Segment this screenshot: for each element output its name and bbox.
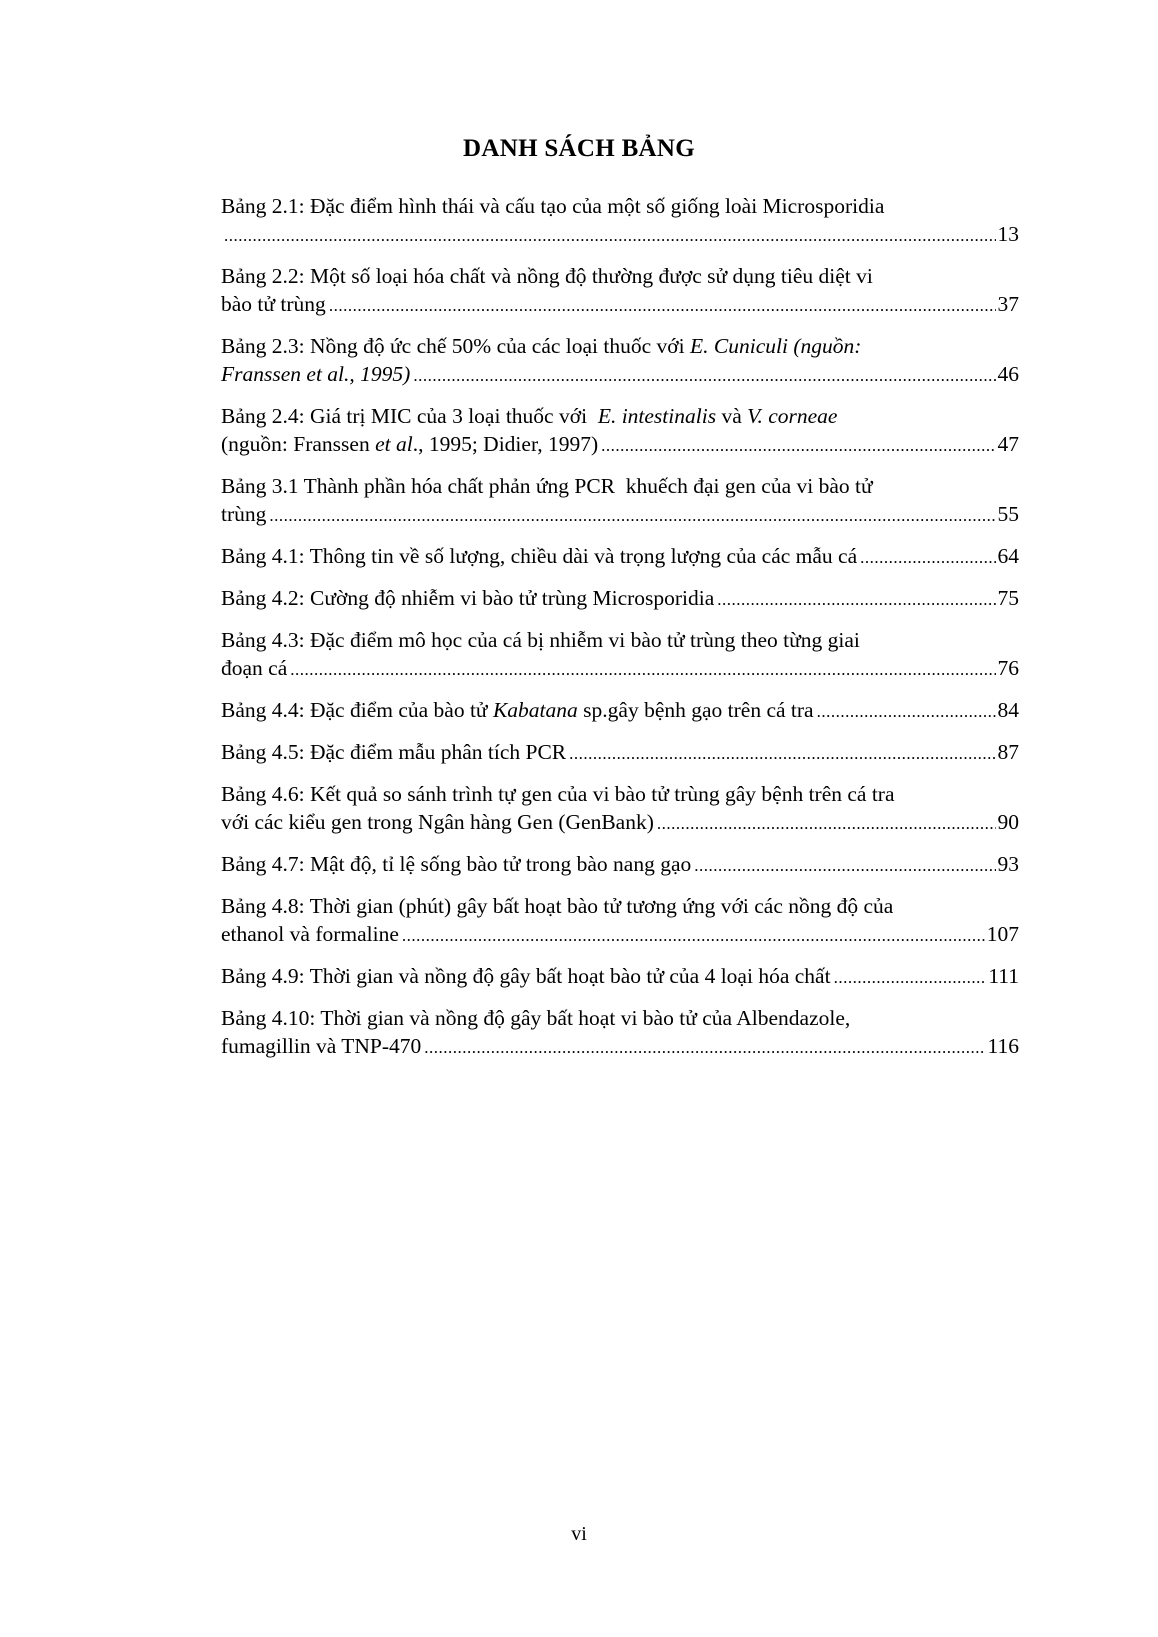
toc-entry-line bbox=[221, 808, 1019, 838]
caption-text: sp.gây bệnh gạo trên cá tra bbox=[577, 698, 814, 722]
toc-entry-line bbox=[221, 500, 1019, 530]
toc-entry-caption: Bảng 3.1 Thành phần hóa chất phản ứng PCR khuếch đại gen của vi bào tử bbox=[221, 474, 873, 498]
toc-entry-page: 13 bbox=[997, 222, 1019, 246]
toc-entry-line bbox=[221, 192, 1019, 220]
dot-leader bbox=[834, 964, 987, 992]
toc-entry-caption-cont: trùng bbox=[221, 502, 267, 526]
toc-entry-line bbox=[221, 584, 1019, 614]
toc-entry-page: 46 bbox=[997, 362, 1019, 386]
toc-entry-line bbox=[221, 472, 1019, 500]
toc-entry-line bbox=[221, 402, 1019, 430]
toc-entry-page: 84 bbox=[997, 698, 1019, 722]
toc-entry-caption-cont bbox=[221, 430, 598, 458]
caption-italic: E. Cuniculi (nguồn: bbox=[690, 334, 862, 358]
page-number: vi bbox=[571, 1523, 587, 1545]
toc-entry-page: 116 bbox=[987, 1034, 1019, 1058]
caption-text: Bảng 2.4: Giá trị MIC của 3 loại thuốc với bbox=[221, 404, 598, 428]
toc-entry-line bbox=[221, 738, 1019, 768]
toc-entry-caption bbox=[221, 402, 837, 430]
dot-leader bbox=[569, 740, 995, 768]
toc-entry-3-1[interactable] bbox=[221, 472, 1019, 530]
toc-entry-caption: Bảng 4.3: Đặc điểm mô học của cá bị nhiễm vi bào tử trùng theo từng giai bbox=[221, 628, 860, 652]
toc-entry-4-3[interactable] bbox=[221, 626, 1019, 684]
toc-entry-page: 37 bbox=[997, 292, 1019, 316]
dot-leader bbox=[413, 362, 995, 390]
caption-text: ., 1995; Didier, 1997) bbox=[412, 432, 599, 456]
toc-entry-caption-cont: đoạn cá bbox=[221, 656, 288, 680]
toc-entry-2-3[interactable] bbox=[221, 332, 1019, 390]
toc-entry-4-2[interactable] bbox=[221, 584, 1019, 614]
toc-entry-line bbox=[221, 1004, 1019, 1032]
toc-entry-2-1[interactable] bbox=[221, 192, 1019, 250]
toc-entry-line bbox=[221, 920, 1019, 950]
toc-entry-line bbox=[221, 696, 1019, 726]
toc-entry-page: 87 bbox=[997, 740, 1019, 764]
toc-entry-line bbox=[221, 850, 1019, 880]
caption-text: Bảng 2.3: Nồng độ ức chế 50% của các loại thuốc với bbox=[221, 334, 691, 358]
toc-entry-caption: Bảng 2.1: Đặc điểm hình thái và cấu tạo của một số giống loài Microsporidia bbox=[221, 194, 885, 218]
toc-entry-4-10[interactable] bbox=[221, 1004, 1019, 1062]
dot-leader bbox=[694, 852, 995, 880]
toc-entry-line bbox=[221, 220, 1019, 250]
toc-entry-page: 55 bbox=[997, 502, 1019, 526]
caption-italic: E. intestinalis bbox=[597, 404, 717, 428]
caption-text: Bảng 4.4: Đặc điểm của bào tử bbox=[221, 698, 493, 722]
dot-leader bbox=[329, 292, 996, 320]
toc-entry-page: 107 bbox=[986, 922, 1019, 946]
toc-entry-4-4[interactable] bbox=[221, 696, 1019, 726]
toc-entry-page: 47 bbox=[997, 432, 1019, 456]
dot-leader bbox=[269, 502, 995, 530]
dot-leader bbox=[860, 544, 995, 572]
caption-italic: Kabatana bbox=[492, 698, 578, 722]
toc-entry-line bbox=[221, 360, 1019, 390]
toc-entry-caption: Bảng 4.2: Cường độ nhiễm vi bào tử trùng Microsporidia bbox=[221, 586, 715, 610]
toc-entry-caption: Bảng 4.6: Kết quả so sánh trình tự gen của vi bào tử trùng gây bệnh trên cá tra bbox=[221, 782, 895, 806]
toc-entry-caption: Bảng 4.7: Mật độ, tỉ lệ sống bào tử trong bào nang gạo bbox=[221, 852, 692, 876]
toc-entry-4-7[interactable] bbox=[221, 850, 1019, 880]
toc-entry-page: 90 bbox=[997, 810, 1019, 834]
dot-leader bbox=[657, 810, 996, 838]
toc-entry-4-1[interactable] bbox=[221, 542, 1019, 572]
toc-entry-caption-cont: Franssen et al., 1995) bbox=[221, 362, 411, 386]
toc-entry-caption: Bảng 4.8: Thời gian (phút) gây bất hoạt bào tử tương ứng với các nồng độ của bbox=[221, 894, 894, 918]
dot-leader bbox=[424, 1034, 985, 1062]
toc-entry-4-9[interactable] bbox=[221, 962, 1019, 992]
toc-entry-caption-cont: ethanol và formaline bbox=[221, 922, 399, 946]
toc-entry-caption: Bảng 4.1: Thông tin về số lượng, chiều dài và trọng lượng của các mẫu cá bbox=[221, 544, 858, 568]
dot-leader bbox=[290, 656, 995, 684]
caption-text: và bbox=[716, 404, 748, 428]
toc-entry-caption-cont: bào tử trùng bbox=[221, 292, 326, 316]
dot-leader bbox=[224, 222, 996, 250]
toc-entry-page: 64 bbox=[997, 544, 1019, 568]
toc-entry-caption: Bảng 2.2: Một số loại hóa chất và nồng độ thường được sử dụng tiêu diệt vi bbox=[221, 264, 873, 288]
toc-entry-line bbox=[221, 1032, 1019, 1062]
toc-entry-line bbox=[221, 290, 1019, 320]
dot-leader bbox=[817, 698, 996, 726]
toc-entry-caption bbox=[221, 696, 814, 724]
toc-entry-caption: Bảng 4.9: Thời gian và nồng độ gây bất hoạt bào tử của 4 loại hóa chất bbox=[221, 964, 831, 988]
toc-entry-line bbox=[221, 780, 1019, 808]
toc-entry-4-8[interactable] bbox=[221, 892, 1019, 950]
table-list bbox=[221, 192, 1019, 1074]
toc-entry-page: 93 bbox=[997, 852, 1019, 876]
toc-entry-2-4[interactable] bbox=[221, 402, 1019, 460]
toc-entry-line bbox=[221, 332, 1019, 360]
toc-entry-page: 76 bbox=[997, 656, 1019, 680]
toc-entry-page: 75 bbox=[997, 586, 1019, 610]
toc-entry-2-2[interactable] bbox=[221, 262, 1019, 320]
toc-entry-line bbox=[221, 962, 1019, 992]
toc-entry-line bbox=[221, 430, 1019, 460]
toc-entry-4-6[interactable] bbox=[221, 780, 1019, 838]
toc-entry-line bbox=[221, 262, 1019, 290]
toc-entry-caption: Bảng 4.10: Thời gian và nồng độ gây bất hoạt vi bào tử của Albendazole, bbox=[221, 1006, 851, 1030]
toc-entry-page: 111 bbox=[988, 964, 1019, 988]
toc-entry-line bbox=[221, 892, 1019, 920]
toc-entry-4-5[interactable] bbox=[221, 738, 1019, 768]
toc-entry-caption-cont: với các kiểu gen trong Ngân hàng Gen (GenBank) bbox=[221, 810, 654, 834]
toc-entry-line bbox=[221, 626, 1019, 654]
toc-entry-line bbox=[221, 654, 1019, 684]
dot-leader bbox=[717, 586, 995, 614]
toc-entry-caption: Bảng 4.5: Đặc điểm mẫu phân tích PCR bbox=[221, 740, 567, 764]
caption-italic: V. corneae bbox=[747, 404, 838, 428]
caption-italic: et al bbox=[375, 432, 413, 456]
toc-entry-caption-cont: fumagillin và TNP-470 bbox=[221, 1034, 422, 1058]
dot-leader bbox=[601, 432, 995, 460]
toc-entry-caption bbox=[221, 332, 861, 360]
caption-text: (nguồn: Franssen bbox=[221, 432, 376, 456]
toc-entry-line bbox=[221, 542, 1019, 572]
page-title: DANH SÁCH BẢNG bbox=[463, 135, 695, 162]
dot-leader bbox=[402, 922, 985, 950]
